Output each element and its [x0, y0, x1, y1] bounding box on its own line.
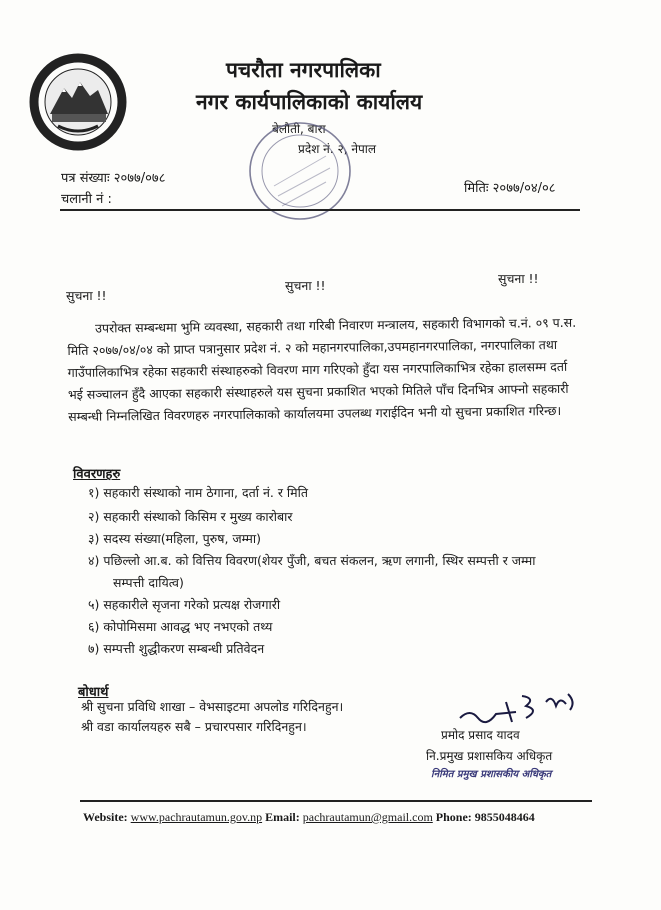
phone-number: 9855048464 [474, 810, 535, 824]
details-item: ४) पछिल्लो आ.ब. को वित्तिय विवरण(शेयर पुँजी, बचत संकलन, ऋण लगानी, स्थिर सम्पत्ती र जम्मा [88, 553, 536, 568]
notice-heading-1: सुचना !! [66, 288, 107, 303]
website-link[interactable]: www.pachrautamun.gov.np [130, 810, 263, 824]
footer-divider [80, 800, 592, 802]
header-divider [60, 209, 580, 211]
office-name: नगर कार्यपालिकाको कार्यालय [196, 90, 423, 114]
bodhartha-heading: बोधार्थ [78, 685, 109, 700]
signatory-stamp: निमित प्रमुख प्रशासकीय अधिकृत [431, 769, 552, 780]
office-stamp [244, 116, 356, 230]
signatory-name: प्रमोद प्रसाद यादव [441, 728, 520, 742]
bodhartha-line: श्री सुचना प्रविधि शाखा – वेभसाइटमा अपलोड गरिदिनहुन। [81, 699, 344, 714]
address-line-2: प्रदेश नं. २, नेपाल [298, 142, 377, 156]
address-line-1: बेलौती, बारा [272, 122, 326, 136]
municipality-name: पचरौता नगरपालिका [226, 58, 381, 82]
letter-date: मितिः २०७७/०४/०८ [464, 181, 556, 196]
municipality-emblem-logo [28, 52, 128, 156]
phone-label: Phone: [435, 810, 472, 824]
details-item: ७) सम्पत्ती शुद्धीकरण सम्बन्धी प्रतिवेदन [88, 641, 265, 656]
notice-heading-3: सुचना !! [498, 271, 539, 286]
bodhartha-line: श्री वडा कार्यालयहरु सबै – प्रचारपसार गरिदिनहुन। [81, 719, 307, 734]
email-label: Email: [265, 810, 300, 824]
details-item: ६) कोपोमिसमा आवद्ध भए नभएको तथ्य [88, 619, 273, 634]
signatory-designation: नि.प्रमुख प्रशासकिय अधिकृत [426, 749, 553, 763]
footer-contact [83, 810, 535, 825]
details-item: २) सहकारी संस्थाको किसिम र मुख्य कारोबार [88, 509, 293, 524]
website-label: Website: [83, 810, 128, 824]
details-heading: विवरणहरु [73, 467, 121, 482]
details-item: १) सहकारी संस्थाको नाम ठेगाना, दर्ता नं. र मिति [88, 485, 308, 500]
notice-body-paragraph: उपरोक्त सम्बन्धमा भुमि व्यवस्था, सहकारी तथा गरिबी निवारण मन्त्रालय, सहकारी विभागको च.नं. ०९ प.स. मिति २०७७/०४/०४ को प्राप्त पत्रानुसार प्रदेश नं. २ को महानगरपालिका,उपमहानगरपालिका, नगरपालिका तथा गाउँपालिकाभित्र रहेका सहकारी संस्थाहरुको विवरण माग गरिएको हुँदा यस नगरपालिकाभित्र रहेका हालसम्म दर्ता भई सञ्चालन हुँदै आएका सहकारी संस्थाहरुले यस सुचना प्रकाशित भएको मितिले पाँच दिनभित्र आफ्नो सहकारी सम्बन्धी निम्नलिखित विवरणहरु नगरपालिकाको कार्यालयमा उपलब्ध गराईदिन भनी यो सुचना प्रकाशित गरिन्छ। [67, 314, 577, 424]
details-item: ५) सहकारीले सृजना गरेको प्रत्यक्ष रोजगारी [88, 597, 281, 612]
email-link[interactable]: pachrautamun@gmail.com [302, 810, 433, 824]
notice-heading-2: सुचना !! [285, 278, 326, 293]
dispatch-number: चलानी नं : [61, 192, 112, 207]
details-item-continuation: सम्पत्ती दायित्व) [113, 575, 184, 590]
details-item: ३) सदस्य संख्या(महिला, पुरुष, जम्मा) [88, 531, 262, 546]
letter-number: पत्र संख्याः २०७७/०७८ [61, 171, 166, 186]
